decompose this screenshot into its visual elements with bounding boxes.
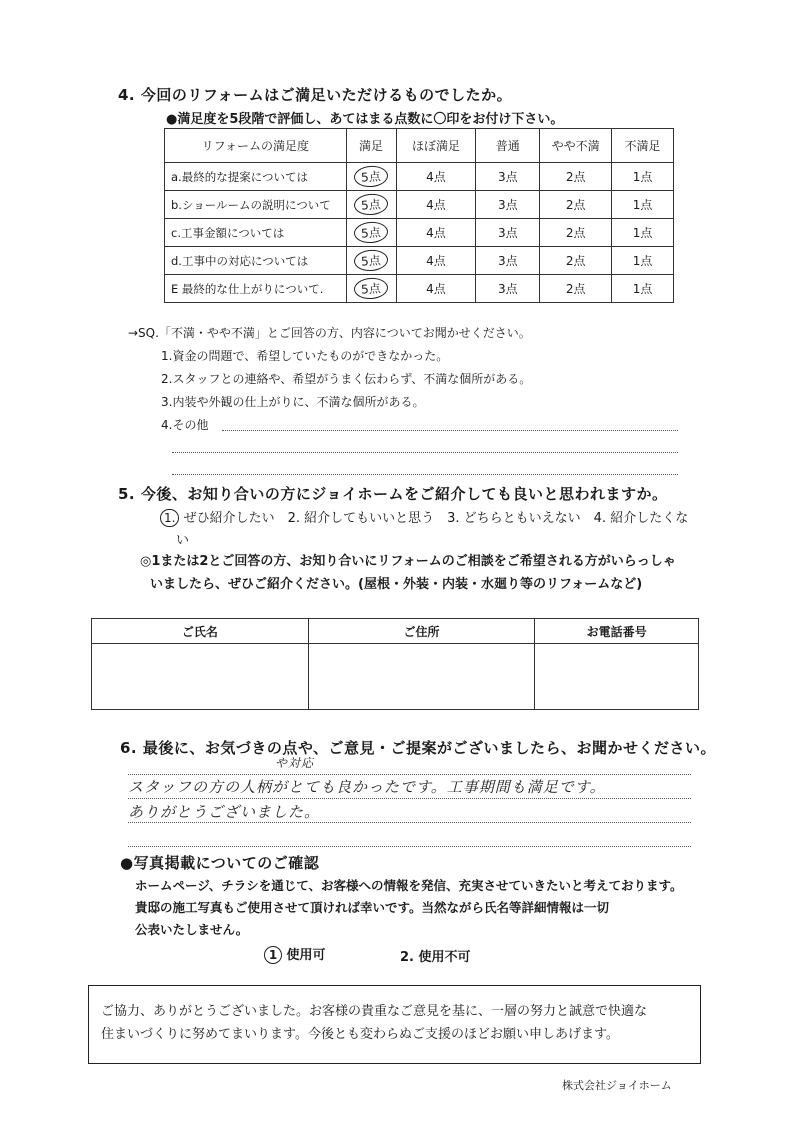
table-row xyxy=(165,247,674,275)
score-3-cell[interactable]: 3点 xyxy=(476,275,540,303)
score-5-cell[interactable] xyxy=(346,247,396,275)
score-4-cell[interactable]: 4点 xyxy=(396,247,476,275)
handwritten-insertion: や対応 xyxy=(275,756,315,770)
header-neutral: 普通 xyxy=(476,129,540,163)
score-3-cell[interactable]: 3点 xyxy=(476,163,540,191)
header-category: リフォームの満足度 xyxy=(165,129,347,163)
thank-you-box xyxy=(88,985,701,1064)
score-3-cell[interactable]: 3点 xyxy=(476,191,540,219)
score-1-cell[interactable]: 1点 xyxy=(612,275,674,303)
comment-line-3 xyxy=(128,846,691,847)
company-name: 株式会社ジョイホーム xyxy=(562,1079,672,1092)
q4-title: 4. 今回のリフォームはご満足いただけるものでしたか。 xyxy=(118,86,513,104)
header-address: ご住所 xyxy=(308,619,535,644)
score-4-cell[interactable]: 4点 xyxy=(396,275,476,303)
sq-item-1[interactable]: 1.資金の問題で、希望していたものができなかった。 xyxy=(161,349,449,363)
sq-item-3[interactable]: 3.内装や外観の仕上がりに、不満な個所がある。 xyxy=(161,395,425,409)
header-name: ご氏名 xyxy=(92,619,309,644)
score-2-cell[interactable]: 2点 xyxy=(540,275,612,303)
photo-title: ●写真掲載についてのご確認 xyxy=(120,854,320,872)
q5-options xyxy=(160,507,688,527)
other-answer-line-3[interactable] xyxy=(172,474,678,475)
q5-options-wrap: い xyxy=(176,533,190,548)
q6-title: 6. 最後に、お気づきの点や、ご意見・ご提案がございましたら、お聞かせください。 xyxy=(120,739,717,757)
header-satisfied: 満足 xyxy=(346,129,396,163)
other-answer-line-2[interactable] xyxy=(172,452,678,453)
thank-you-line-1: ご協力、ありがとうございました。お客様の貴重なご意見を基に、一層の努力と誠意で快適な xyxy=(101,1004,648,1019)
q5-title: 5. 今後、お知り合いの方にジョイホームをご紹介しても良いと思われますか。 xyxy=(118,485,668,503)
score-5-cell[interactable] xyxy=(346,275,396,303)
q4-instruction: ●満足度を5段階で評価し、あてはまる点数に〇印をお付け下さい。 xyxy=(166,112,564,127)
score-5-cell[interactable] xyxy=(346,191,396,219)
other-answer-line-1[interactable] xyxy=(222,430,678,431)
row-label: a.最終的な提案については xyxy=(165,163,347,191)
photo-option-2[interactable]: 2. 使用不可 xyxy=(400,950,471,965)
table-row xyxy=(165,191,674,219)
table-row xyxy=(165,163,674,191)
sq-item-4: 4.その他 xyxy=(161,418,209,432)
comment-line-1 xyxy=(128,798,691,799)
thank-you-line-2: 住まいづくりに努めてまいります。今後とも変わらぬご支援のほどお願い申しあげます。 xyxy=(101,1027,619,1042)
table-row xyxy=(165,275,674,303)
address-field[interactable] xyxy=(308,644,535,710)
score-1-cell[interactable]: 1点 xyxy=(612,247,674,275)
header-phone: お電話番号 xyxy=(535,619,699,644)
header-somewhat-dissatisfied: やや不満 xyxy=(540,129,612,163)
q5-note-2: いましたら、ぜひご紹介ください。(屋根・外装・内装・水廻り等のリフォームなど) xyxy=(150,577,643,592)
selected-score: 5点 xyxy=(354,193,389,216)
row-label: b.ショールームの説明について xyxy=(165,191,347,219)
photo-line-1: ホームページ、チラシを通じて、お客様への情報を発信、充実させていきたいと考えております。 xyxy=(135,878,683,893)
option-1-circle: 1 xyxy=(264,946,282,964)
comment-line-0 xyxy=(128,774,691,775)
score-2-cell[interactable]: 2点 xyxy=(540,219,612,247)
referral-contact-table xyxy=(91,618,699,710)
score-1-cell[interactable]: 1点 xyxy=(612,219,674,247)
q5-options-text: ぜひ紹介したい 2. 紹介してもいいと思う 3. どちらともいえない 4. 紹介したくな xyxy=(183,511,689,526)
selected-score: 5点 xyxy=(354,277,389,300)
score-1-cell[interactable]: 1点 xyxy=(612,163,674,191)
q5-note-1: ◎1または2とご回答の方、お知り合いにリフォームのご相談をご希望される方がいらっしゃ xyxy=(140,554,676,569)
name-field[interactable] xyxy=(92,644,309,710)
row-label: E 最終的な仕上がりについて. xyxy=(165,275,347,303)
sq-title: →SQ.「不満・やや不満」とご回答の方、内容についてお聞かせください。 xyxy=(128,326,531,340)
score-2-cell[interactable]: 2点 xyxy=(540,247,612,275)
phone-field[interactable] xyxy=(535,644,699,710)
score-4-cell[interactable]: 4点 xyxy=(396,163,476,191)
sq-item-2[interactable]: 2.スタッフとの連絡や、希望がうまく伝わらず、不満な個所がある。 xyxy=(161,372,532,386)
handwritten-comment-2[interactable]: ありがとうございました。 xyxy=(128,803,321,821)
table-row xyxy=(165,219,674,247)
score-2-cell[interactable]: 2点 xyxy=(540,163,612,191)
selected-score: 5点 xyxy=(354,165,389,188)
score-2-cell[interactable]: 2点 xyxy=(540,191,612,219)
score-4-cell[interactable]: 4点 xyxy=(396,191,476,219)
header-dissatisfied: 不満足 xyxy=(612,129,674,163)
option-1-selected[interactable]: 1. xyxy=(160,509,179,527)
row-label: c.工事金額については xyxy=(165,219,347,247)
score-3-cell[interactable]: 3点 xyxy=(476,219,540,247)
selected-score: 5点 xyxy=(354,221,389,244)
selected-score: 5点 xyxy=(354,249,389,272)
score-4-cell[interactable]: 4点 xyxy=(396,219,476,247)
photo-option-1[interactable] xyxy=(264,944,326,964)
header-mostly-satisfied: ほぼ満足 xyxy=(396,129,476,163)
handwritten-comment-1[interactable]: スタッフの方の人柄がとても良かったです。工事期間も満足です。 xyxy=(128,778,606,796)
photo-line-3: 公表いたしません。 xyxy=(135,922,249,937)
score-5-cell[interactable] xyxy=(346,163,396,191)
photo-line-2: 貴邸の施工写真もご使用させて頂ければ幸いです。当然ながら氏名等詳細情報は一切 xyxy=(135,900,610,915)
comment-line-2 xyxy=(128,822,691,823)
score-5-cell[interactable] xyxy=(346,219,396,247)
satisfaction-table xyxy=(164,128,674,303)
score-1-cell[interactable]: 1点 xyxy=(612,191,674,219)
photo-option-1-label: 使用可 xyxy=(286,948,326,963)
score-3-cell[interactable]: 3点 xyxy=(476,247,540,275)
row-label: d.工事中の対応については xyxy=(165,247,347,275)
